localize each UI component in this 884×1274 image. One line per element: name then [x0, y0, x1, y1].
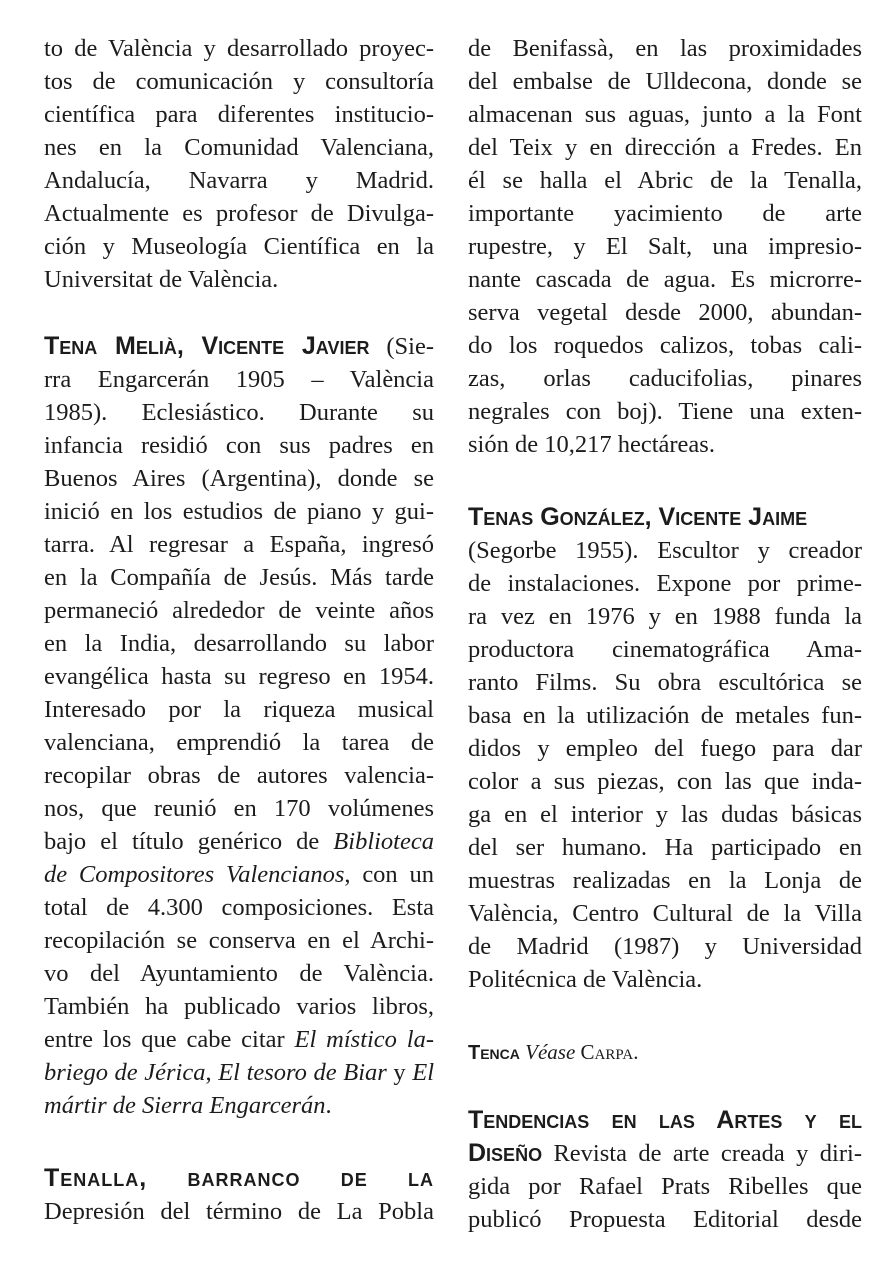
- text-line: rra Engarcerán 1905 – València: [44, 366, 434, 393]
- text-run: , con un: [344, 861, 434, 888]
- book-title: briego de Jérica: [44, 1059, 206, 1086]
- entry-headword: Tenca: [468, 1042, 520, 1064]
- text-line: recopilación se conserva en el Archi-: [44, 927, 434, 954]
- text-line: Interesado por la riqueza musical: [44, 696, 434, 723]
- text-line: [44, 1023, 434, 1056]
- text-line: nos, que reunió en 170 volúmenes: [44, 795, 434, 822]
- entry-headword: Tenalla, barranco de la: [44, 1164, 434, 1192]
- text-line: También ha publicado varios libros,: [44, 993, 434, 1020]
- text-line: científica para diferentes institucio-: [44, 101, 434, 128]
- text-line: valenciana, emprendió la tarea de: [44, 729, 434, 756]
- text-run: bajo el título genérico de: [44, 828, 320, 855]
- text-line: infancia residió con sus padres en: [44, 432, 434, 459]
- see-reference: Véase: [525, 1040, 576, 1064]
- text-line: [44, 858, 434, 891]
- text-line: publicó Propuesta Editorial desde: [468, 1206, 862, 1233]
- text-line: nante cascada de agua. Es microrre-: [468, 266, 862, 293]
- text-run: ,: [205, 1059, 219, 1086]
- headword-continuation: (Sie-: [369, 333, 434, 360]
- text-line: [468, 1036, 862, 1070]
- text-line: [468, 1137, 862, 1170]
- text-line: basa en la utilización de metales fun-: [468, 702, 862, 729]
- text-line: ra vez en 1976 y en 1988 funda la: [468, 603, 862, 630]
- entry-headword: Diseño: [468, 1139, 543, 1167]
- text-line: del embalse de Ulldecona, donde se: [468, 68, 862, 95]
- text-line: total de 4.300 composiciones. Esta: [44, 894, 434, 921]
- text-run: entre los que cabe citar: [44, 1026, 295, 1053]
- text-line: València, Centro Cultural de la Villa: [468, 900, 862, 927]
- text-line: tos de comunicación y consultoría: [44, 68, 434, 95]
- book-title: El místico la-: [294, 1026, 434, 1053]
- text-line: él se halla el Abric de la Tenalla,: [468, 167, 862, 194]
- text-line: almacenan sus aguas, junto a la Font: [468, 101, 862, 128]
- text-line: Universitat de València.: [44, 266, 279, 293]
- text-line: [44, 330, 434, 363]
- text-line: productora cinematográfica Ama-: [468, 636, 862, 663]
- text-line: nes en la Comunidad Valenciana,: [44, 134, 434, 161]
- text-line: Buenos Aires (Argentina), donde se: [44, 465, 434, 492]
- text-line: en la Compañía de Jesús. Más tarde: [44, 564, 434, 591]
- text-line: [468, 501, 862, 534]
- book-title: El tesoro de Biar: [218, 1059, 387, 1086]
- book-title: Biblioteca: [333, 828, 434, 855]
- text-line: evangélica hasta su regreso en 1954.: [44, 663, 434, 690]
- text-line: en la India, desarrollando su labor: [44, 630, 434, 657]
- cross-reference-target: Carpa.: [580, 1040, 639, 1064]
- book-title: mártir de Sierra Engarcerán: [44, 1092, 326, 1119]
- text-line: zas, orlas caducifolias, pinares: [468, 365, 862, 392]
- text-line: sión de 10,217 hectáreas.: [468, 431, 715, 458]
- text-line: gida por Rafael Prats Ribelles que: [468, 1173, 862, 1200]
- text-line: [44, 1089, 434, 1122]
- text-line: (Segorbe 1955). Escultor y creador: [468, 537, 862, 564]
- text-run: .: [325, 1092, 332, 1119]
- text-line: Andalucía, Navarra y Madrid.: [44, 167, 434, 194]
- text-line: Politécnica de València.: [468, 966, 703, 993]
- entry-headword: Tenas González, Vicente Jaime: [468, 503, 808, 531]
- text-line: muestras realizadas en la Lonja de: [468, 867, 862, 894]
- text-line: Actualmente es profesor de Divulga-: [44, 200, 434, 227]
- text-line: importante yacimiento de arte: [468, 200, 862, 227]
- book-title: El: [412, 1059, 435, 1086]
- text-line: de Madrid (1987) y Universidad: [468, 933, 862, 960]
- text-run: Revista de arte creada y diri-: [542, 1140, 862, 1167]
- text-line: do los roquedos calizos, tobas cali-: [468, 332, 862, 359]
- text-line: de instalaciones. Expone por prime-: [468, 570, 862, 597]
- text-line: rupestre, y El Salt, una impresio-: [468, 233, 862, 260]
- text-line: del ser humano. Ha participado en: [468, 834, 862, 861]
- text-line: permaneció alrededor de veinte años: [44, 597, 434, 624]
- text-line: [468, 1104, 862, 1137]
- text-line: ción y Museología Científica en la: [44, 233, 434, 260]
- text-line: ga en el interior y las dudas básicas: [468, 801, 862, 828]
- book-title: de Compositores Valencianos: [44, 861, 345, 888]
- entry-headword: Tendencias en las Artes y el: [468, 1106, 862, 1134]
- text-line: [44, 825, 434, 858]
- text-line: recopilar obras de autores valencia-: [44, 762, 434, 789]
- text-line: 1985). Eclesiástico. Durante su: [44, 399, 434, 426]
- text-line: [44, 1056, 434, 1089]
- text-line: ranto Films. Su obra escultórica se: [468, 669, 862, 696]
- text-line: negrales con boj). Tiene una exten-: [468, 398, 862, 425]
- text-line: didos y empleo del fuego para dar: [468, 735, 862, 762]
- text-run: y: [386, 1059, 413, 1086]
- text-line: del Teix y en dirección a Fredes. En: [468, 134, 862, 161]
- text-line: de Benifassà, en las proximidades: [468, 35, 862, 62]
- text-line: Depresión del término de La Pobla: [44, 1198, 434, 1225]
- text-line: color a sus piezas, con las que inda-: [468, 768, 862, 795]
- text-line: [44, 1162, 434, 1195]
- text-line: tarra. Al regresar a España, ingresó: [44, 531, 434, 558]
- text-line: to de València y desarrollado proyec-: [44, 35, 434, 62]
- text-line: serva vegetal desde 2000, abundan-: [468, 299, 862, 326]
- text-line: vo del Ayuntamiento de València.: [44, 960, 434, 987]
- entry-headword: Tena Melià, Vicente Javier: [44, 332, 370, 360]
- text-line: inició en los estudios de piano y gui-: [44, 498, 434, 525]
